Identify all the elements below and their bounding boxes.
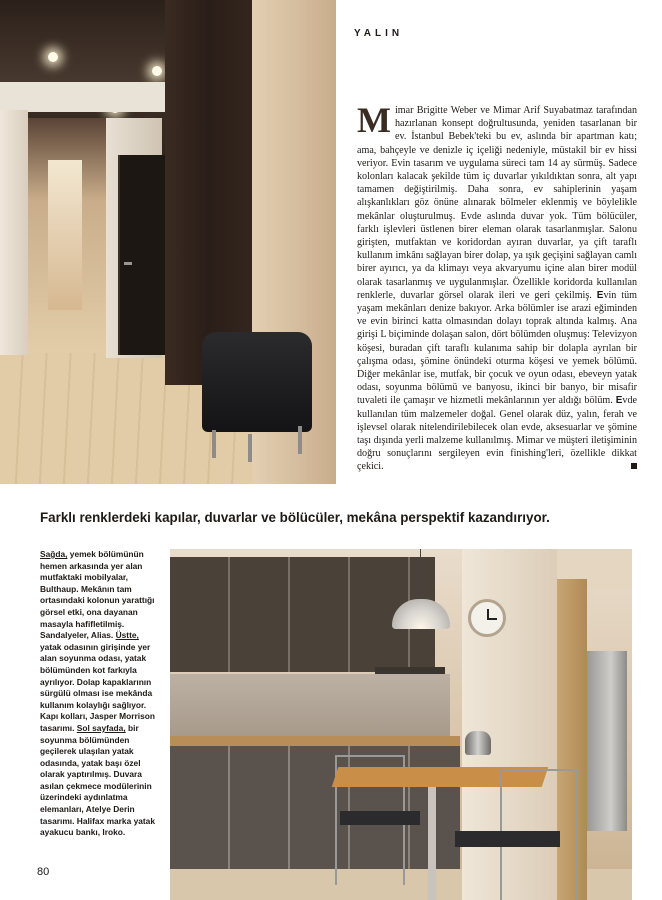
page-number: 80 [37, 866, 50, 878]
bench-leg [212, 430, 216, 458]
drop-cap: M [357, 100, 391, 140]
caption-keyword: Üstte, [115, 630, 139, 641]
article-body [357, 100, 638, 474]
door-handle [124, 262, 132, 265]
ceiling-spotlight [152, 66, 162, 76]
photo-caption [40, 549, 162, 839]
kettle [465, 731, 491, 755]
inline-cap: E [615, 395, 623, 407]
ceiling-spotlight [48, 52, 58, 62]
paragraph-1: imar Brigitte Weber ve Mimar Arif Suyabatmaz tarafından hazırlanan konsept doğrultusunda, yeniden tasarlanan bir ev. İstanbul Bebek'teki bu ev, aslında bir apartman katı; ama, bahçeyle ve denizle iç içeliği nedeniyle, müstakil bir ev hissi veriyor. Evin tasarım ve uygulama süreci tam 14 ay sürmüş. Sadece kolonları kalacak şekilde tüm iç duvarlar yıkıldıktan sonra, alt yapı tamamen değiştirilmiş. Daha sonra, ev sahiplerinin yaşam alışkanlıkları göz önüne alınarak bölmeler eklenmiş ve böylelikle mekânlar oluşturulmuş. Evde aslında duvar yok. Tüm bölücüler, farklı işlevleri üstlenen birer eleman olarak tasarlanmışlar. Salonu girişten, mutfaktan ve koridordan ayıran duvarlar, ya çift taraflı kullanım imkânı sağlayan birer dolap, ya ışık geçişini sağlayan camlı birer ayırıcı, ya da klimayı veya akvaryumu içine alan birer modül olarak tasarlanmış ve uygulanmışlar. Özellikle koridorda kullanılan renklerle, duvarlar görsel olarak ileri ve geri çekilmiş. [357, 105, 637, 301]
inline-cap: E [596, 289, 604, 301]
corridor-depth [48, 160, 82, 310]
caption-text: bir soyunma bölümünden geçilerek ulaşılan yatak odasında, yatak başı özel olarak yaptırılmış. Duvara asılan çekmece modülerinin üzerindeki aydınlatma elemanları, Atelye Derin tasarımı. Halifax marka yatak ayakucu bankı, Iroko. [40, 722, 155, 838]
photo-kitchen [170, 549, 632, 900]
caption-text: yemek bölümünün hemen arkasında yer alan mutfaktaki mobilyalar, Bulthaup. Mekânın tam ortasındaki kolonun yarattığı görsel etki, ona dayanan masayla hafifletilmiş. Sandalyeler, Alias. [40, 549, 155, 641]
chair-seat [455, 831, 560, 847]
caption-text: yatak odasının girişinde yer alan soyunma odası, yatak bölümünden kot farkıyla ayrılıyor. Dolap kapaklarının sürgülü olması ise mekânda kullanım kolaylığı sağlıyor. Kapı kolları, Jasper Morrison tasarımı. [40, 641, 155, 733]
refrigerator [587, 651, 627, 831]
photo-corridor-bedroom [0, 0, 336, 484]
dark-wood-panel [165, 0, 253, 385]
ceiling-soffit [0, 82, 165, 112]
table-leg [428, 787, 436, 900]
bench-leg [298, 426, 302, 454]
wall [0, 110, 28, 355]
section-title: YALIN [354, 28, 404, 39]
bench-seat [202, 332, 312, 432]
countertop [170, 736, 460, 746]
bench-leg [248, 434, 252, 462]
chair-seat [340, 811, 420, 825]
pull-headline: Farklı renklerdeki kapılar, duvarlar ve bölücüler, mekâna perspektif kazandırıyor. [40, 510, 550, 525]
end-mark [631, 463, 637, 469]
paragraph-3: vde kullanılan tüm malzemeler doğal. Genel olarak düz, yalın, ferah ve işlevsel olarak nitelendirilebilecek olan evde, aksesuarlar ve şömine taşı dışında yerli malzeme kullanılmış. Mimar ve müşteri iletişiminin doğru sonuçlarını sergileyen evin finishing'leri, özellikle dikkat çekici. [357, 395, 637, 473]
lamp-cord [420, 549, 421, 601]
caption-keyword: Sol sayfada, [76, 722, 126, 733]
dark-door [118, 155, 168, 355]
backsplash [170, 674, 450, 736]
clock-hand [487, 618, 497, 620]
caption-keyword: Sağda, [40, 549, 68, 559]
paragraph-2: vin tüm yaşam mekânları denize bakıyor. Arka bölümler ise arazi eğiminden ve evin birinci katta olmasından dolayı toprak altında kalmış. Ana girişi L biçiminde dolaşan salon, dört bölümden oluşmuş: Televizyon köşesi, buradan çift taraflı kulanıma sahip bir dolapla ayrılan bir çalışma odası, şömine önündeki oturma köşesi ve yemek bölümü. Diğer mekânlar ise, mutfak, bir çocuk ve oyun odası, ebeveyn yatak odası, soyunma bölümü ve banyosu, ikinci bir banyo, bir misafir tuvaleti ile çamaşır ve hizmetli mekânlarının yer aldığı bölüm. [357, 289, 638, 407]
